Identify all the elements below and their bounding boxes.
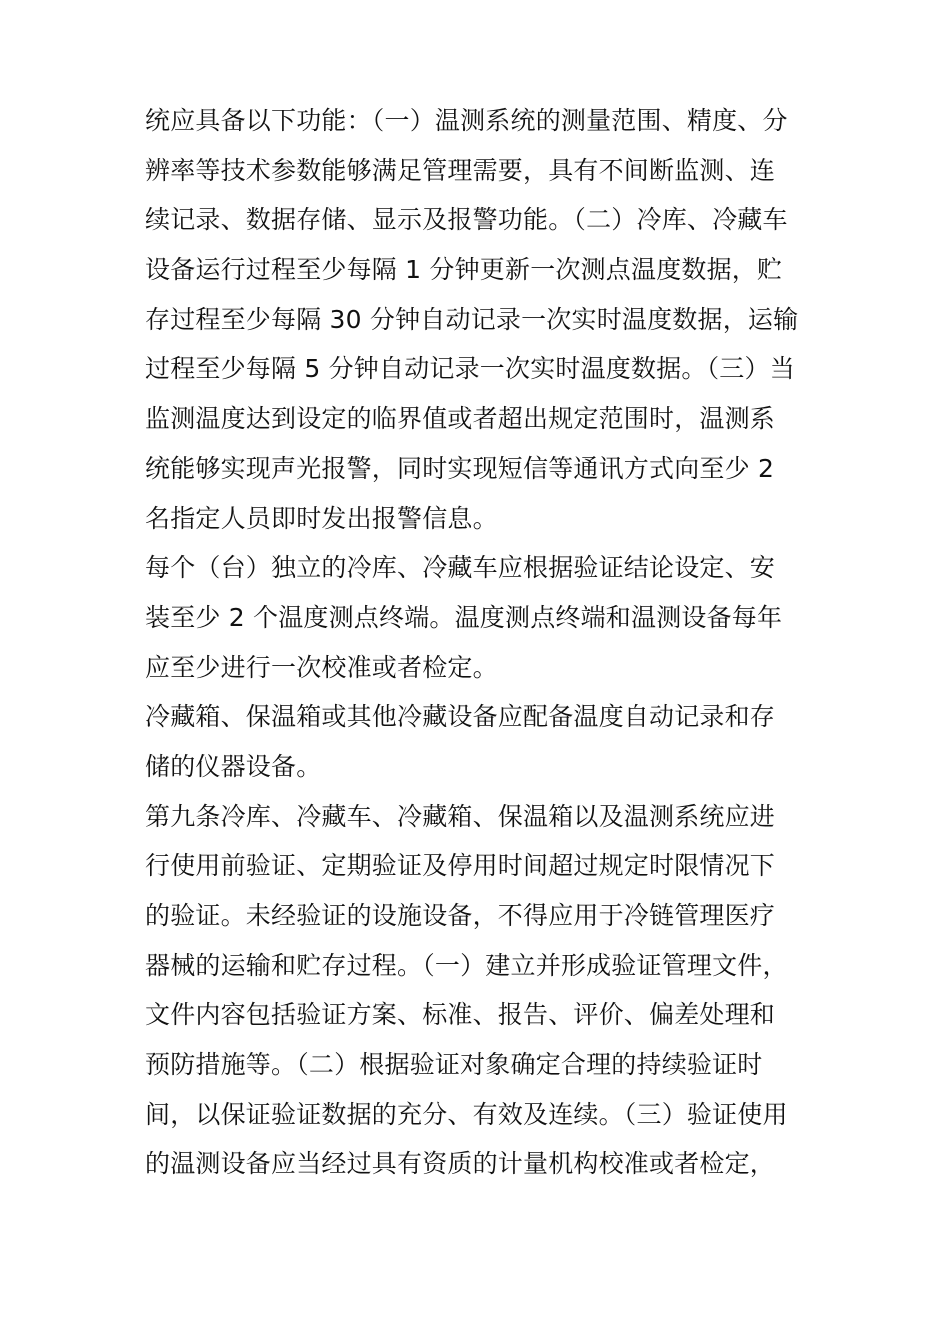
text-line: 统应具备以下功能：（一）温测系统的测量范围、精度、分 [145,106,788,135]
text-line: 的温测设备应当经过具有资质的计量机构校准或者检定， [145,1149,776,1179]
text-line: 每个（台）独立的冷库、冷藏车应根据验证结论设定、安 [145,553,776,583]
text-line: 辨率等技术参数能够满足管理需要，具有不间断监测、连 [145,155,776,185]
text-line: 第九条冷库、冷藏车、冷藏箱、保温箱以及温测系统应进 [145,801,776,831]
text-line: 装至少 2 个温度测点终端。温度测点终端和温测设备每年 [145,602,783,632]
document-body [145,96,805,1189]
text-line: 预防措施等。（二）根据验证对象确定合理的持续验证时 [145,1050,763,1080]
text-line: 冷藏箱、保温箱或其他冷藏设备应配备温度自动记录和存 [145,702,776,732]
text-line: 应至少进行一次校准或者检定。 [145,652,498,682]
text-line: 过程至少每隔 5 分钟自动记录一次实时温度数据。（三）当 [145,354,795,384]
text-line: 存过程至少每隔 30 分钟自动记录一次实时温度数据，运输 [145,304,799,334]
text-line: 器械的运输和贮存过程。（一）建立并形成验证管理文件， [145,950,788,980]
text-line: 文件内容包括验证方案、标准、报告、评价、偏差处理和 [145,1000,776,1030]
text-line: 储的仪器设备。 [145,751,322,781]
text-line: 名指定人员即时发出报警信息。 [145,503,498,533]
text-line: 行使用前验证、定期验证及停用时间超过规定时限情况下 [145,851,776,881]
text-line: 间，以保证验证数据的充分、有效及连续。（三）验证使用 [145,1099,788,1129]
text-line: 续记录、数据存储、显示及报警功能。（二）冷库、冷藏车 [145,205,788,235]
text-line: 监测温度达到设定的临界值或者超出规定范围时，温测系 [145,404,776,434]
text-line: 统能够实现声光报警，同时实现短信等通讯方式向至少 2 [145,453,775,483]
text-line: 的验证。未经验证的设施设备，不得应用于冷链管理医疗 [145,901,776,930]
text-line: 设备运行过程至少每隔 1 分钟更新一次测点温度数据，贮 [145,255,783,285]
